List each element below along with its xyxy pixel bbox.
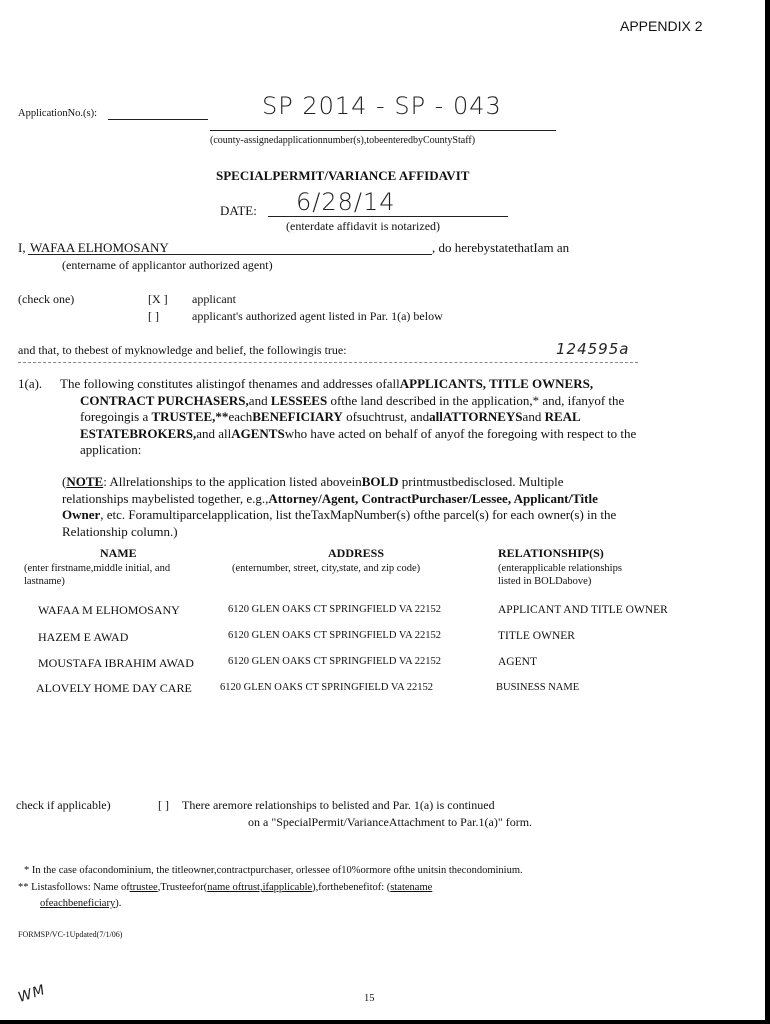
note-line-3: Owner, etc. Foramultiparcelapplication, list theTaxMapNumber(s) ofthe parcel(s) for each owner(s) in the [62,507,617,522]
table-row-1-relationship: APPLICANT AND TITLE OWNER [498,604,668,616]
continued-label: check if applicable) [16,798,111,812]
handwritten-initials: WM [16,982,48,1006]
column-header-relationship: RELATIONSHIP(S) [498,546,604,560]
footnote-condominium: * In the case ofacondominium, the titleowner,contractpurchaser, orlessee of10%ormore ofthe unitsin thecondominium. [24,865,523,876]
date-caption: (enterdate affidavit is notarized) [286,219,441,233]
section-1a-line-4: ESTATEBROKERS,and allAGENTSwho have acted on behalf of anyof the foregoing with respect to the [80,425,637,441]
appendix-label: APPENDIX 2 [620,18,703,34]
application-number-value: SP 2014 - SP - 043 [262,92,502,120]
continued-line-2: on a "SpecialPermit/VarianceAttachment to Par.1(a)" form. [248,815,533,829]
table-row-3-address: 6120 GLEN OAKS CT SPRINGFIELD VA 22152 [228,656,441,667]
column-header-address: ADDRESS [328,546,385,560]
agent-checkbox[interactable]: [ ] [148,309,159,323]
application-number-line [210,130,556,131]
section-1a-line-1: The following constitutes alistingof thenames and addresses ofallAPPLICANTS, TITLE OWNERS, [60,376,594,391]
knowledge-statement: and that, to thebest of myknowledge and belief, the followingis true: [18,343,347,357]
table-row-4-address: 6120 GLEN OAKS CT SPRINGFIELD VA 22152 [220,682,433,693]
column-header-relationship-sub1: (enterapplicable relationships [498,563,622,574]
table-row-1-name: WAFAA M ELHOMOSANY [38,603,180,617]
column-header-address-sub: (enternumber, street, city,state, and zip code) [232,563,421,574]
footnote-trust-cont: ofeachbeneficiary). [40,898,122,909]
note-block [62,474,742,540]
footnote-trust: ** Listasfollows: Name oftrustee,Trusteefor(name oftrust,ifapplicable),forthebenefitof: (statename [18,882,433,893]
section-1a-body [60,376,720,459]
declarant-name: WAFAA ELHOMOSANY [30,240,169,255]
column-header-name: NAME [100,546,137,560]
section-1a-number: 1(a). [18,376,43,391]
declarant-line [28,254,432,255]
form-id: FORMSP/VC-1Updated(7/1/06) [18,930,123,939]
table-row-4-name: ALOVELY HOME DAY CARE [36,681,192,695]
table-row-3-relationship: AGENT [498,656,537,668]
scan-border-bottom [0,1020,770,1024]
continued-line-1: There aremore relationships to belisted and Par. 1(a) is continued [182,798,495,812]
margin-note: 124595a [556,340,630,358]
column-header-relationship-sub2: listed in BOLDabove) [498,576,592,587]
table-row-3-name: MOUSTAFA IBRAHIM AWAD [38,656,194,670]
note-line-2: relationships maybelisted together, e.g.,Attorney/Agent, ContractPurchaser/Lessee, Applicant/Title [62,490,598,506]
affidavit-title: SPECIALPERMIT/VARIANCE AFFIDAVIT [216,168,470,183]
declarant-suffix: , do herebystatethatIam an [432,240,570,255]
column-header-name-sub1: (enter firstname,middle initial, and [24,563,171,574]
declarant-caption: (entername of applicantor authorized agent) [62,258,273,272]
knowledge-divider [18,362,638,363]
application-number-label: ApplicationNo.(s): [18,108,98,119]
section-1a-line-5: application: [80,442,142,457]
section-1a-line-2: CONTRACT PURCHASERS,and LESSEES ofthe land described in the application,* and, ifanyof the [80,392,625,408]
column-header-name-sub2: lastname) [24,576,65,587]
page-number: 15 [364,993,375,1004]
agent-option-label: applicant's authorized agent listed in Par. 1(a) below [192,309,443,323]
table-row-2-address: 6120 GLEN OAKS CT SPRINGFIELD VA 22152 [228,630,441,641]
note-line-1: (NOTE: Allrelationships to the application listed aboveinBOLD printmustbedisclosed. Multiple [62,474,564,489]
date-value: 6/28/14 [296,188,396,216]
check-one-label: (check one) [18,292,75,306]
application-number-caption: (county-assignedapplicationnumber(s),tobeenteredbyCountyStaff) [210,135,476,146]
note-line-4: Relationship column.) [62,523,178,539]
declarant-prefix: I, [18,240,26,255]
scan-border-right [765,0,770,1024]
table-row-2-relationship: TITLE OWNER [498,630,575,642]
date-label: DATE: [220,203,257,218]
date-line [268,216,508,217]
table-row-2-name: HAZEM E AWAD [38,630,129,644]
applicant-option-label: applicant [192,292,236,306]
applicant-checkbox[interactable]: [X ] [148,292,168,306]
continued-checkbox[interactable]: [ ] [158,798,169,812]
table-row-1-address: 6120 GLEN OAKS CT SPRINGFIELD VA 22152 [228,604,441,615]
section-1a-line-3: foregoingis a TRUSTEE,**eachBENEFICIARY ofsuchtrust, andallATTORNEYSand REAL [80,409,581,424]
application-number-line-short [108,119,208,120]
table-row-4-relationship: BUSINESS NAME [496,682,580,693]
